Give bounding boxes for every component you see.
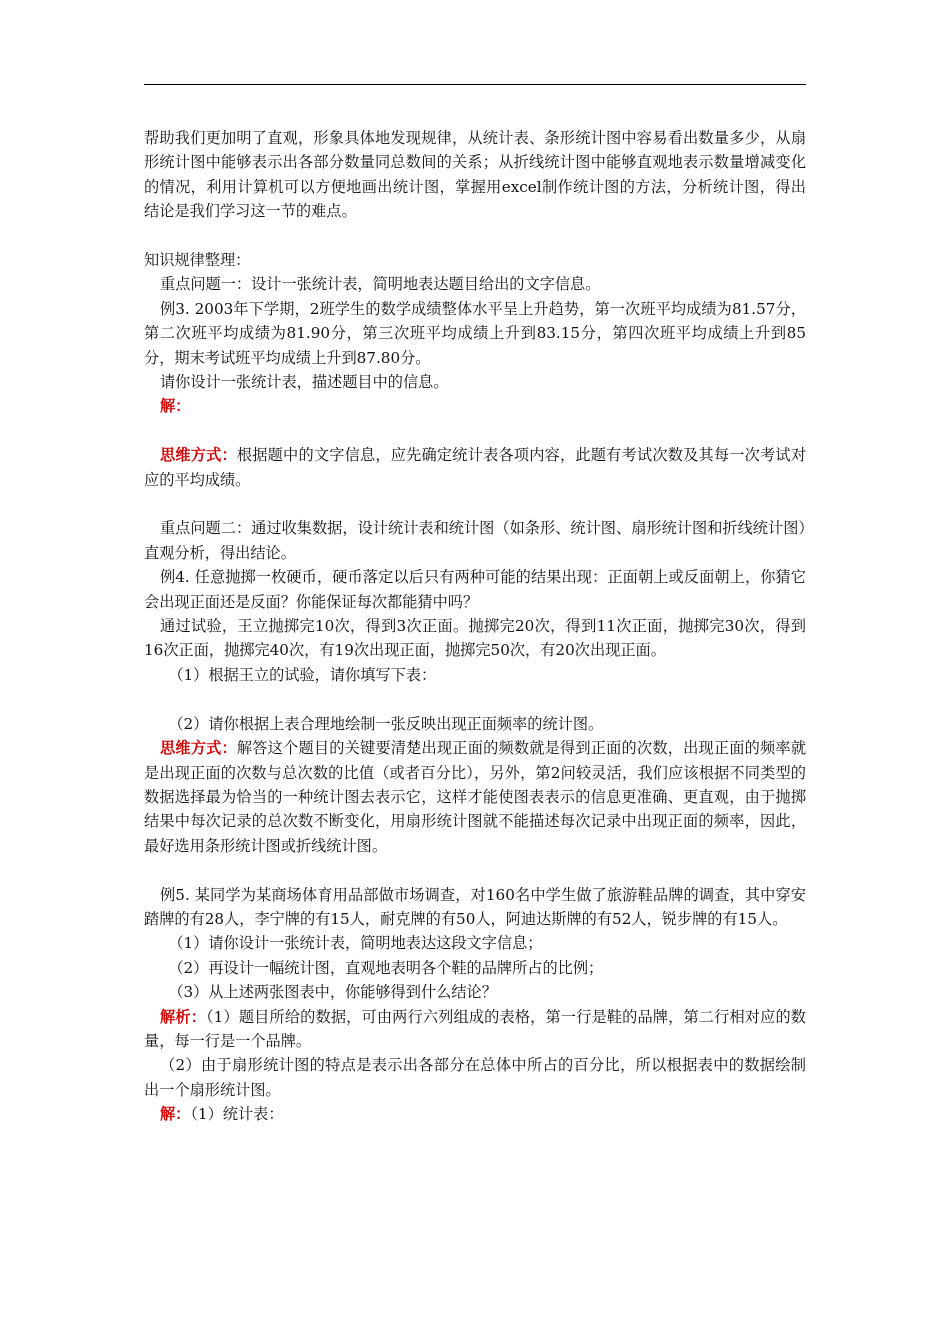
example-3-question: 请你设计一张统计表，描述题目中的信息。 <box>159 373 449 392</box>
solution-paragraph-2 <box>144 1102 806 1126</box>
intro-paragraph: 帮助我们更加明了直观，形象具体地发现规律，从统计表、条形统计图中容易看出数量多少，从扇形统计图中能够表示出各部分数量同总数间的关系；从折线统计图中能够直观地表示数量增减变化的情况，利用计算机可以方便地画出统计图，掌握用excel制作统计图的方法，分析统计图，得出结论是我们学习这一节的难点。 <box>144 129 806 221</box>
example-5: 例5. 某同学为某商场体育用品部做市场调查，对160名中学生做了旅游鞋品牌的调查，其中穿安踏牌的有28人，李宁牌的有15人，耐克牌的有50人，阿迪达斯牌的有52人，锐步牌的有15人。 <box>144 885 806 928</box>
example-5-question-3: （3）从上述两张图表中，你能够得到什么结论？ <box>168 983 497 1002</box>
thinking-label: 思维方式： <box>159 446 237 465</box>
thinking-paragraph-1 <box>144 443 806 492</box>
analysis-text-1: （1）题目所给的数据，可由两行六列组成的表格，第一行是鞋的品牌，第二行相对应的数量，每一行是一个品牌。 <box>144 1007 806 1050</box>
topic-one: 重点问题一：设计一张统计表，简明地表达题目给出的文字信息。 <box>159 275 601 294</box>
solution-text-2: （1）统计表： <box>190 1105 284 1124</box>
thinking-text-2: 解答这个题目的关键要清楚出现正面的频数就是得到正面的次数，出现正面的频率就是出现正面的次数与总次数的比值（或者百分比），另外，第2问较灵活，我们应该根据不同类型的数据选择最为恰当的一种统计图去表示它，这样才能使图表表示的信息更准确、更直观，由于抛掷结果中每次记录的总次数不断变化，用扇形统计图就不能描述每次记录中出现正面的频率，因此，最好选用条形统计图或折线统计图。 <box>144 739 807 855</box>
thinking-paragraph-2 <box>144 736 806 858</box>
solution-label-2: 解： <box>159 1105 191 1124</box>
example-3: 例3. 2003年下学期，2班学生的数学成绩整体水平呈上升趋势，第一次班平均成绩为81.57分，第二次班平均成绩为81.90分，第三次班平均成绩上升到83.15分，第四次班平均成绩上升到85分，期末考试班平均成绩上升到87.80分。 <box>144 299 806 367</box>
example-4-data: 通过试验，王立抛掷完10次，得到3次正面。抛掷完20次，得到11次正面，抛掷完30次，得到16次正面，抛掷完40次，有19次出现正面，抛掷完50次，有20次出现正面。 <box>144 617 806 660</box>
document-body <box>144 126 806 1127</box>
thinking-text-1: 根据题中的文字信息，应先确定统计表各项内容，此题有考试次数及其每一次考试对应的平均成绩。 <box>144 446 807 489</box>
thinking-label-2: 思维方式： <box>159 739 237 758</box>
analysis-paragraph-2: （2）由于扇形统计图的特点是表示出各部分在总体中所占的百分比，所以根据表中的数据绘制出一个扇形统计图。 <box>144 1056 806 1099</box>
example-4-question-1: （1）根据王立的试验，请你填写下表： <box>168 665 437 684</box>
solution-label-1 <box>144 394 806 418</box>
header-rule <box>144 84 806 85</box>
solution-label: 解： <box>159 397 191 416</box>
analysis-paragraph-1 <box>144 1005 806 1054</box>
analysis-label: 解析： <box>159 1007 206 1026</box>
example-4-question-2: （2）请你根据上表合理地绘制一张反映出现正面频率的统计图。 <box>168 714 604 733</box>
example-4: 例4. 任意抛掷一枚硬币，硬币落定以后只有两种可能的结果出现：正面朝上或反面朝上，你猜它会出现正面还是反面？你能保证每次都能猜中吗？ <box>144 568 806 611</box>
example-5-question-2: （2）再设计一幅统计图，直观地表明各个鞋的品牌所占的比例； <box>168 958 604 977</box>
example-5-question-1: （1）请你设计一张统计表，简明地表达这段文字信息； <box>168 934 543 953</box>
topic-two: 重点问题二：通过收集数据，设计统计表和统计图（如条形、统计图、扇形统计图和折线统计图）直观分析，得出结论。 <box>144 519 806 562</box>
knowledge-heading: 知识规律整理： <box>144 251 251 270</box>
